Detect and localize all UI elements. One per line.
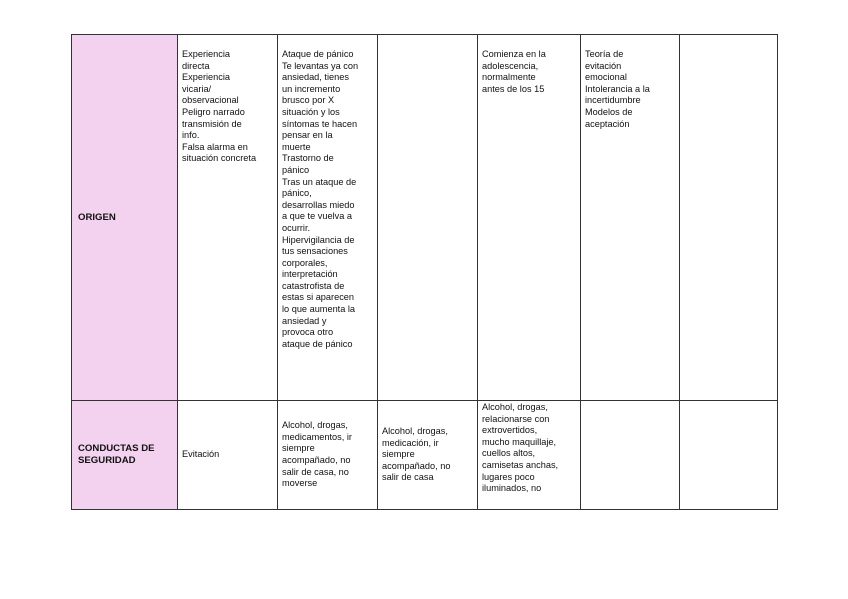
cell-line: Hipervigilancia de <box>282 234 355 245</box>
row-header-line: SEGURIDAD <box>78 455 136 466</box>
cell-line: síntomas te hacen <box>282 118 358 129</box>
cell-line: medicación, ir <box>382 437 439 448</box>
cell-line: adolescencia, <box>482 60 539 71</box>
cell-line: lo que aumenta la <box>282 304 356 315</box>
cell-line: Peligro narrado <box>182 106 245 117</box>
cell-line: pánico, <box>282 188 312 199</box>
cell-line: corporales, <box>282 257 328 268</box>
cell-line: emocional <box>585 72 627 83</box>
cell-line: situación y los <box>282 106 340 117</box>
cell-line: interpretación <box>282 269 338 280</box>
cell-line: situación concreta <box>182 153 257 164</box>
cell-line: salir de casa <box>382 472 434 483</box>
cell-line: Modelos de <box>585 106 633 117</box>
cell-line: vicaria/ <box>182 83 212 94</box>
cell-line: aceptación <box>585 118 630 129</box>
table-cell <box>278 35 378 401</box>
cell-line: transmisión de <box>182 118 242 129</box>
cell-line: info. <box>182 130 200 141</box>
cell-line: Experiencia <box>182 49 231 59</box>
cell-line: lugares poco <box>482 471 535 482</box>
row-header-origen: ORIGEN <box>72 35 178 401</box>
cell-line: Falsa alarma en <box>182 141 248 152</box>
cell-line: Te levantas ya con <box>282 60 359 71</box>
cell-line: antes de los 15 <box>482 83 545 94</box>
table-cell <box>581 35 680 401</box>
cell-line: ansiedad, tienes <box>282 72 349 83</box>
cell-line: Alcohol, drogas, <box>382 426 448 437</box>
table-cell <box>378 401 478 510</box>
cell-line: observacional <box>182 95 239 106</box>
cell-line: iluminados, no <box>482 483 542 494</box>
table-cell-empty <box>378 35 478 401</box>
table-cell <box>278 401 378 510</box>
cell-line: acompañado, no <box>382 460 451 471</box>
cell-line: Tras un ataque de <box>282 176 357 187</box>
table-cell <box>178 401 278 510</box>
cell-line: provoca otro <box>282 327 334 338</box>
table-cell <box>478 401 581 510</box>
table-cell-empty <box>680 401 778 510</box>
cell-line: relacionarse con <box>482 413 550 424</box>
cell-line: Comienza en la <box>482 49 546 59</box>
cell-line: Trastorno de <box>282 153 334 164</box>
cell-line: ansiedad y <box>282 315 327 326</box>
table-cell-empty <box>680 35 778 401</box>
cell-line: siempre <box>382 449 415 460</box>
cell-line: Evitación <box>182 449 220 460</box>
cell-line: normalmente <box>482 72 536 83</box>
table-cell-empty <box>581 401 680 510</box>
cell-line: camisetas anchas, <box>482 459 559 470</box>
table-cell <box>178 35 278 401</box>
table-cell <box>478 35 581 401</box>
cell-line: pánico <box>282 164 310 175</box>
cell-line: moverse <box>282 478 318 489</box>
cell-line: mucho maquillaje, <box>482 436 557 447</box>
table-row-origen <box>72 35 778 401</box>
cell-line: Alcohol, drogas, <box>482 402 548 412</box>
cell-line: cuellos altos, <box>482 448 536 459</box>
cell-line: Intolerancia a la <box>585 83 650 94</box>
cell-line: brusco por X <box>282 95 335 106</box>
cell-line: ocurrir. <box>282 222 311 233</box>
cell-line: a que te vuelva a <box>282 211 352 222</box>
cell-line: estas si aparecen <box>282 292 355 303</box>
cell-line: salir de casa, no <box>282 466 349 477</box>
cell-line: Alcohol, drogas, <box>282 420 348 431</box>
cell-line: muerte <box>282 141 311 152</box>
row-header-line: CONDUCTAS DE <box>78 443 155 454</box>
cell-line: evitación <box>585 60 622 71</box>
cell-line: pensar en la <box>282 130 333 141</box>
cell-line: siempre <box>282 443 315 454</box>
cell-line: catastrofista de <box>282 280 345 291</box>
cell-line: Ataque de pánico <box>282 49 354 59</box>
row-header-conductas <box>72 401 178 510</box>
cell-line: Experiencia <box>182 72 231 83</box>
cell-line: medicamentos, ir <box>282 431 352 442</box>
cell-line: ataque de pánico <box>282 338 353 349</box>
document-table <box>71 34 778 510</box>
cell-line: directa <box>182 60 210 71</box>
cell-line: desarrollas miedo <box>282 199 355 210</box>
cell-line: incertidumbre <box>585 95 641 106</box>
cell-line: un incremento <box>282 83 341 94</box>
cell-line: Teoría de <box>585 49 624 59</box>
cell-line: extrovertidos, <box>482 425 538 436</box>
cell-line: tus sensaciones <box>282 246 348 257</box>
table-row-conductas <box>72 401 778 510</box>
cell-line: acompañado, no <box>282 455 351 465</box>
